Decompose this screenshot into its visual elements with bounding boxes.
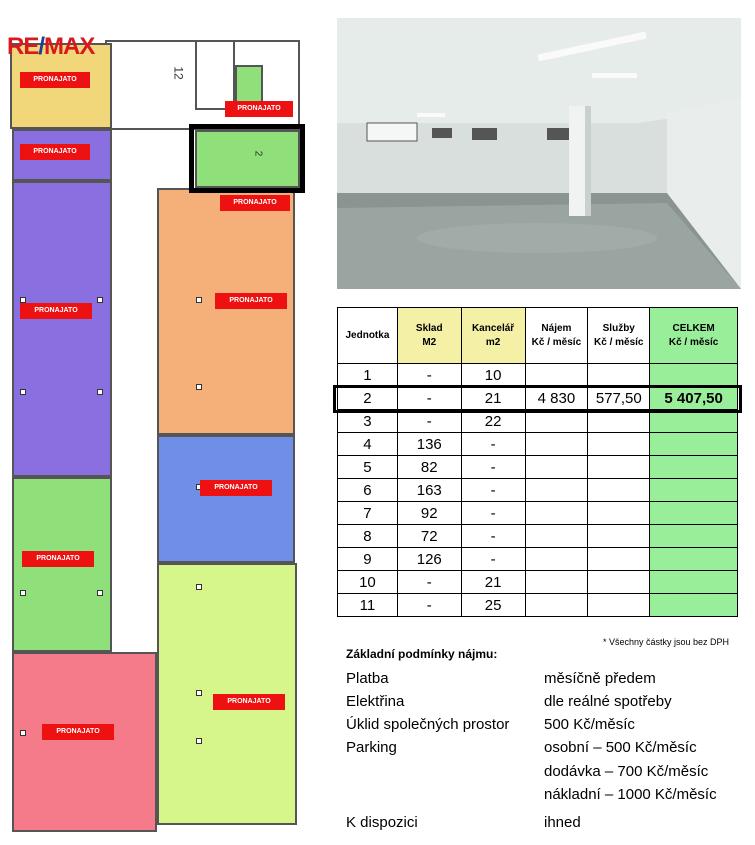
table-cell: -: [461, 456, 525, 479]
col-header-sluzby: Služby Kč / měsíc: [588, 308, 650, 364]
unit-purple-large: [12, 181, 112, 477]
table-cell: 9: [338, 548, 398, 571]
table-cell: [588, 594, 650, 617]
table-cell: [525, 594, 588, 617]
condition-label: Elektřina: [346, 693, 405, 710]
table-cell: 577,50: [588, 387, 650, 410]
condition-value: měsíčně předem: [544, 670, 656, 687]
condition-label: Úklid společných prostor: [346, 716, 510, 733]
interior-photo: [337, 18, 741, 289]
table-cell: 10: [338, 571, 398, 594]
table-cell: [650, 548, 738, 571]
column: [196, 584, 202, 590]
room-stairs: [195, 40, 235, 110]
table-cell: [650, 594, 738, 617]
col-header-celkem: CELKEM Kč / měsíc: [650, 308, 738, 364]
table-cell: 11: [338, 594, 398, 617]
table-cell: 2: [338, 387, 398, 410]
table-cell: [588, 433, 650, 456]
row-2-highlight: [333, 385, 742, 413]
condition-value: ihned: [544, 814, 581, 831]
pronajato-tag: PRONAJATO: [200, 480, 272, 496]
table-row: [338, 571, 738, 594]
pronajato-tag: PRONAJATO: [225, 101, 293, 117]
table-cell: [650, 433, 738, 456]
table-cell: [525, 548, 588, 571]
unit-orange: [157, 188, 295, 435]
table-cell: [525, 571, 588, 594]
column: [196, 690, 202, 696]
table-cell: -: [461, 502, 525, 525]
table-cell: [525, 456, 588, 479]
table-cell: 1: [338, 364, 398, 387]
column: [20, 389, 26, 395]
col-header-kancelar: Kancelář m2: [461, 308, 525, 364]
table-cell: 126: [397, 548, 461, 571]
condition-label: Parking: [346, 739, 397, 756]
table-cell: [525, 502, 588, 525]
table-header-row: [338, 308, 738, 364]
table-row: [338, 548, 738, 571]
table-cell: [588, 479, 650, 502]
table-cell: [650, 456, 738, 479]
table-cell: -: [461, 479, 525, 502]
table-cell: [650, 502, 738, 525]
table-cell: [525, 525, 588, 548]
condition-label: K dispozici: [346, 814, 418, 831]
pronajato-tag: PRONAJATO: [220, 195, 290, 211]
table-cell: [650, 525, 738, 548]
table-cell: 7: [338, 502, 398, 525]
stair-number: 12: [171, 66, 186, 80]
condition-value: dle reálné spotřeby: [544, 693, 672, 710]
table-cell: [588, 548, 650, 571]
condition-value: osobní – 500 Kč/měsíc: [544, 739, 697, 756]
table-cell: -: [461, 433, 525, 456]
table-cell: 72: [397, 525, 461, 548]
units-table: [337, 307, 738, 617]
col-header-jednotka: Jednotka: [338, 308, 398, 364]
unit-pink: [12, 652, 157, 832]
table-row: [338, 502, 738, 525]
remax-logo: RE/MAX: [7, 33, 95, 60]
table-cell: [588, 364, 650, 387]
pronajato-tag: PRONAJATO: [215, 293, 287, 309]
interior-photo-graphic: [337, 18, 741, 289]
column: [196, 384, 202, 390]
table-cell: 82: [397, 456, 461, 479]
table-cell: 5: [338, 456, 398, 479]
column: [196, 297, 202, 303]
table-cell: [588, 571, 650, 594]
pronajato-tag: PRONAJATO: [42, 724, 114, 740]
table-cell: [650, 571, 738, 594]
pronajato-tag: PRONAJATO: [213, 694, 285, 710]
table-cell: 92: [397, 502, 461, 525]
floor-plan: [0, 0, 310, 845]
column: [97, 297, 103, 303]
table-cell: [588, 525, 650, 548]
corridor: [112, 180, 157, 652]
table-row: [338, 456, 738, 479]
table-cell: 4: [338, 433, 398, 456]
pronajato-tag: PRONAJATO: [20, 144, 90, 160]
column: [20, 730, 26, 736]
unit-2-label: 2: [252, 150, 264, 157]
unit-blue: [157, 435, 295, 563]
table-row: [338, 433, 738, 456]
table-cell: 10: [461, 364, 525, 387]
table-cell: [650, 364, 738, 387]
pronajato-tag: PRONAJATO: [20, 303, 92, 319]
table-cell: [525, 433, 588, 456]
table-cell: [650, 479, 738, 502]
table-cell: 22: [461, 410, 525, 433]
condition-label: Platba: [346, 670, 389, 687]
table-cell: 163: [397, 479, 461, 502]
table-cell: [525, 479, 588, 502]
column: [20, 590, 26, 596]
col-header-sklad: Sklad M2: [397, 308, 461, 364]
table-cell: 136: [397, 433, 461, 456]
table-cell: 25: [461, 594, 525, 617]
table-cell: -: [461, 525, 525, 548]
unit-2-highlight: [189, 124, 305, 193]
table-cell: -: [397, 387, 461, 410]
table-row: [338, 364, 738, 387]
pronajato-tag: PRONAJATO: [20, 72, 90, 88]
pronajato-tag: PRONAJATO: [22, 551, 94, 567]
column: [196, 738, 202, 744]
unit-small-green: [235, 65, 263, 105]
table-cell: -: [397, 364, 461, 387]
table-row: [338, 479, 738, 502]
table-cell: 4 830: [525, 387, 588, 410]
condition-value: 500 Kč/měsíc: [544, 716, 635, 733]
table-cell: -: [397, 571, 461, 594]
table-cell: -: [397, 594, 461, 617]
table-cell: -: [397, 410, 461, 433]
table-cell: 5 407,50: [650, 387, 738, 410]
table-cell: 21: [461, 387, 525, 410]
table-cell: 8: [338, 525, 398, 548]
table-row: [338, 594, 738, 617]
vat-note: * Všechny částky jsou bez DPH: [603, 637, 730, 647]
table-cell: 6: [338, 479, 398, 502]
column: [97, 389, 103, 395]
table-cell: [588, 502, 650, 525]
col-header-najem: Nájem Kč / měsíc: [525, 308, 588, 364]
condition-value: dodávka – 700 Kč/měsíc: [544, 763, 709, 780]
conditions-title: Základní podmínky nájmu:: [346, 647, 498, 661]
table-row: [338, 525, 738, 548]
table-cell: [588, 456, 650, 479]
column: [97, 590, 103, 596]
table-cell: -: [461, 548, 525, 571]
table-cell: [525, 364, 588, 387]
table-cell: 21: [461, 571, 525, 594]
table-cell: 3: [338, 410, 398, 433]
condition-value: nákladní – 1000 Kč/měsíc: [544, 786, 717, 803]
